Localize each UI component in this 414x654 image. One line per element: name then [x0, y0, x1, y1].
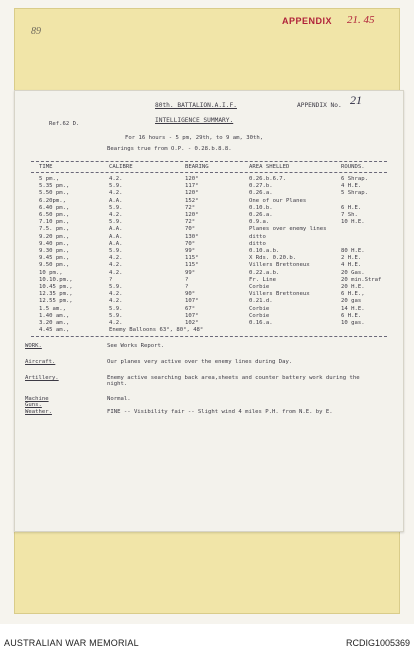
table-cell: 0.10.b. — [249, 204, 273, 211]
table-cell: 107° — [185, 312, 199, 319]
table-cell: 5.9. — [109, 204, 123, 211]
table-row — [15, 176, 403, 183]
table-cell: 14 H.E. — [341, 305, 365, 312]
table-cell: 10.10.pm., — [39, 276, 73, 283]
table-cell: 4.2. — [109, 262, 123, 269]
table-cell: Corbie — [249, 284, 270, 290]
table-cell: 12.35 pm., — [39, 291, 73, 298]
period-line: For 16 hours - 5 pm, 29th, to 9 am, 30th, — [125, 135, 264, 141]
table-cell: 10 H.E. — [341, 219, 365, 226]
table-row — [15, 219, 403, 226]
table-cell: X Rds. 0.20.b. — [249, 255, 297, 262]
table-cell: 9.40 pm., — [39, 240, 70, 247]
table-cell: 4.2. — [109, 320, 123, 326]
table-cell: 10 gas. — [341, 320, 365, 326]
table-row — [15, 284, 403, 291]
table-cell: 70° — [185, 240, 196, 247]
table-cell: 5 pm., — [39, 176, 60, 182]
table-cell: 20 H.E. — [341, 284, 365, 290]
table-cell: 115° — [185, 262, 199, 269]
reference: Ref.62 D. — [49, 121, 80, 127]
table-cell: 0.10.a.b. — [249, 248, 280, 254]
table-cell: 12.55 pm., — [39, 298, 73, 305]
section-text: FINE -- Visibility fair -- Slight wind 4 miles P.H. from N.E. by E. — [107, 409, 333, 415]
table-cell: 120° — [185, 190, 199, 197]
table-cell: 0.26.a. — [249, 212, 273, 218]
table-rule-bottom — [31, 336, 387, 337]
table-cell: 6.50 pm., — [39, 212, 70, 218]
section-text: Our planes very active over the enemy lines during Day. — [107, 359, 293, 365]
table-cell: 20 Gas. — [341, 269, 365, 276]
table-cell: 6.40 pm., — [39, 204, 70, 211]
table-cell: 5.9. — [109, 312, 123, 319]
table-cell: 5.9. — [109, 284, 123, 290]
table-cell: ditto — [249, 240, 266, 247]
table-cell: 9.45 pm., — [39, 255, 70, 262]
table-cell: 70° — [185, 226, 196, 233]
table-row — [15, 205, 403, 212]
table-cell: 120° — [185, 212, 199, 218]
table-rule-top — [31, 161, 387, 162]
table-cell: 107° — [185, 298, 199, 305]
table-cell: 0.22.a.b. — [249, 269, 280, 276]
table-cell: 4.2. — [109, 269, 123, 276]
table-cell: Planes over enemy lines — [249, 226, 327, 233]
table-cell: 72° — [185, 219, 196, 226]
table-cell: 20 min.Straf — [341, 276, 382, 283]
table-cell: 4.2. — [109, 212, 123, 218]
table-cell: 130° — [185, 233, 199, 240]
table-row — [15, 212, 403, 219]
table-cell: 6 H.E. — [341, 312, 362, 319]
table-cell: 1.40 am., — [39, 312, 70, 319]
table-cell: 0.26.a. — [249, 190, 273, 197]
table-cell: 4.2. — [109, 176, 123, 182]
table-cell: A.A. — [109, 197, 123, 204]
table-cell: Fr. Line — [249, 276, 276, 283]
table-row — [15, 313, 403, 320]
table-cell: 4 H.E. — [341, 262, 362, 269]
table-cell: 0.9.a. — [249, 219, 270, 226]
table-row — [15, 327, 403, 334]
section-text: Enemy active searching back area,sheets and counter battery work during the night. — [107, 375, 360, 388]
section-label: WORK. — [25, 343, 42, 349]
table-row — [15, 277, 403, 284]
table-cell: 4.2. — [109, 298, 123, 305]
table-cell: ? — [109, 276, 113, 283]
table-cell: 10 pm., — [39, 269, 63, 276]
table-cell: 0.27.b. — [249, 183, 273, 190]
table-cell: 9.50 pm., — [39, 262, 70, 269]
table-cell: 5.35 pm., — [39, 183, 70, 190]
document-subtitle: INTELLIGENCE SUMMARY. — [155, 117, 234, 124]
table-cell: ditto — [249, 233, 266, 240]
table-cell: 5.9. — [109, 183, 123, 190]
appendix-number: 21 — [350, 93, 362, 107]
table-cell: 5.9. — [109, 219, 123, 226]
table-cell: 99° — [185, 248, 196, 254]
table-cell: 5 Shrap. — [341, 190, 368, 197]
table-cell: 5.50 pm., — [39, 190, 70, 197]
table-cell: 99° — [185, 269, 196, 276]
archive-name: AUSTRALIAN WAR MEMORIAL — [4, 638, 139, 648]
table-cell: 5.9. — [109, 305, 123, 312]
appendix-handwritten-number: 21. 45 — [347, 14, 375, 26]
table-cell: A.A. — [109, 240, 123, 247]
table-cell: 1.5 am., — [39, 305, 66, 312]
table-cell: 72° — [185, 204, 196, 211]
table-cell: A.A. — [109, 226, 123, 233]
section-text: Normal. — [107, 396, 131, 402]
table-row — [15, 248, 403, 255]
table-cell: 6 Shrap. — [341, 176, 368, 182]
column-header: TIME — [39, 164, 53, 170]
document-title: 80th. BATTALION.A.I.F. — [155, 102, 237, 109]
table-cell: Corbie — [249, 312, 270, 319]
table-cell: 3.20 am., — [39, 320, 70, 326]
table-header-row — [15, 164, 403, 171]
column-header: CALIBRE — [109, 164, 133, 170]
table-cell: 4.45 am., — [39, 327, 70, 334]
bearings-line: Bearings true from O.P. - 0.28.b.8.8. — [107, 146, 232, 152]
table-cell: 4.2. — [109, 291, 123, 298]
table-cell: 6.20pm., — [39, 197, 66, 204]
table-cell: 80 H.E. — [341, 248, 365, 254]
table-row — [15, 226, 403, 233]
table-cell: 9.20 pm., — [39, 233, 70, 240]
table-cell: 20 gas — [341, 298, 362, 305]
table-row — [15, 262, 403, 269]
table-row — [15, 320, 403, 327]
table-cell: Corbie — [249, 305, 270, 312]
table-cell: 7.10 pm., — [39, 219, 70, 226]
appendix-label: APPENDIX No. — [297, 102, 342, 109]
table-cell: 4.2. — [109, 255, 123, 262]
table-cell: 2 H.E. — [341, 255, 362, 262]
table-cell: 0.16.a. — [249, 320, 273, 326]
table-cell: 6 H.E., — [341, 291, 365, 298]
table-cell: 7 Sh. — [341, 212, 358, 218]
section-label: Machine Guns. — [25, 396, 49, 409]
table-cell: One of our Planes — [249, 197, 307, 204]
table-cell: 0.26.b.6.7. — [249, 176, 287, 182]
typed-document — [14, 90, 404, 532]
table-row — [15, 270, 403, 277]
table-cell: Villers Brettoneux — [249, 291, 310, 298]
column-header: ROUNDS. — [341, 164, 365, 170]
table-row — [15, 291, 403, 298]
table-cell: 4 H.E. — [341, 183, 362, 190]
section-label: Aircraft. — [25, 359, 56, 365]
table-cell: 6 H.E. — [341, 204, 362, 211]
table-row — [15, 183, 403, 190]
table-cell: 152° — [185, 197, 199, 204]
table-cell: Villers Brettoneux — [249, 262, 310, 269]
section-label: Weather. — [25, 409, 52, 415]
table-cell: 102° — [185, 320, 199, 326]
column-header: BEARING — [185, 164, 209, 170]
pencil-mark: 89 — [31, 26, 41, 37]
table-row — [15, 255, 403, 262]
table-row — [15, 306, 403, 313]
table-cell: 10.45 pm., — [39, 284, 73, 290]
table-row — [15, 241, 403, 248]
table-cell: 0.21.d. — [249, 298, 273, 305]
section-text: See Works Report. — [107, 343, 165, 349]
table-cell: 67° — [185, 305, 196, 312]
archive-id: RCDIG1005369 — [345, 638, 410, 648]
table-cell: Enemy Balloons 63°, 80°, 48° — [109, 327, 204, 334]
table-row — [15, 198, 403, 205]
table-row — [15, 234, 403, 241]
appendix-stamp: APPENDIX — [282, 16, 333, 26]
table-cell: 90° — [185, 291, 196, 298]
table-cell: 117° — [185, 183, 199, 190]
table-row — [15, 190, 403, 197]
table-row — [15, 298, 403, 305]
archive-footer — [0, 624, 414, 654]
table-cell: 9.30 pm., — [39, 248, 70, 254]
table-rule-header — [31, 172, 387, 173]
table-cell: 115° — [185, 255, 199, 262]
column-header: AREA SHELLED — [249, 164, 290, 170]
table-cell: 120° — [185, 176, 199, 182]
table-cell: 4.2. — [109, 190, 123, 197]
section-label: Artillery. — [25, 375, 59, 381]
table-cell: ? — [185, 284, 189, 290]
table-cell: 7.5. pm., — [39, 226, 70, 233]
table-cell: 5.9. — [109, 248, 123, 254]
table-cell: A.A. — [109, 233, 123, 240]
table-cell: ? — [185, 276, 189, 283]
